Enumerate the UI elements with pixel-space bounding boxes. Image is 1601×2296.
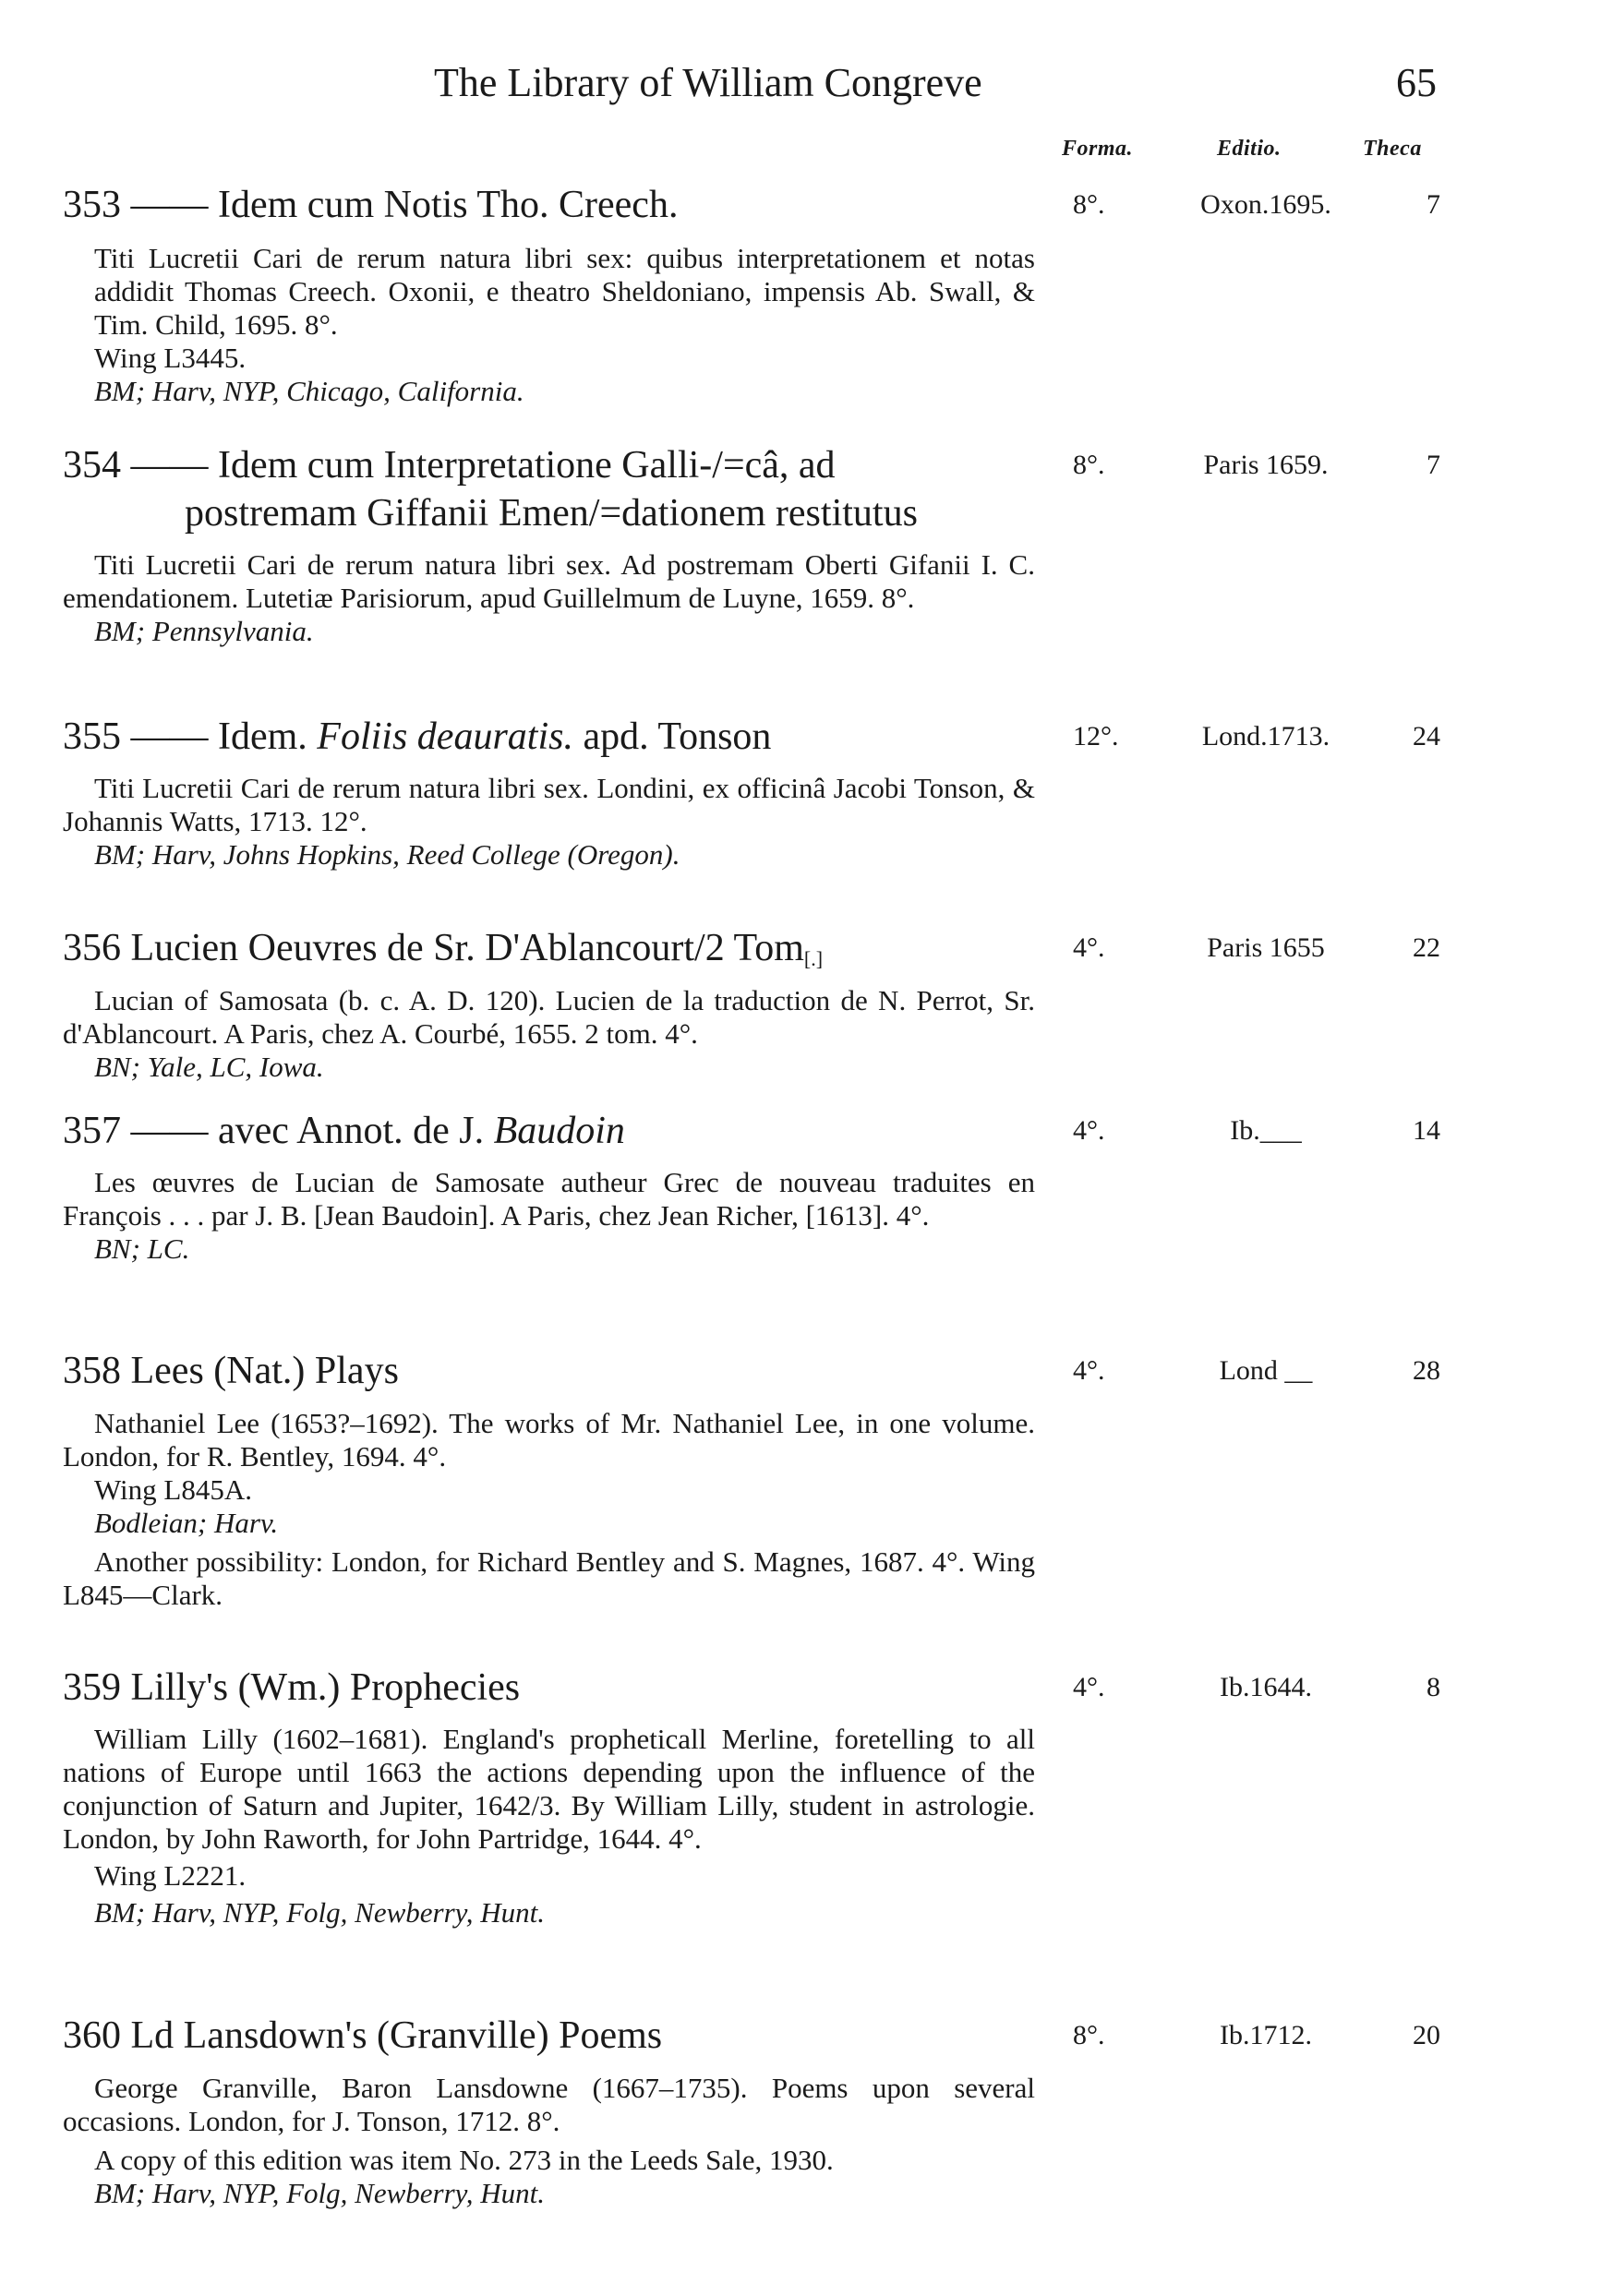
entry-heading: 355 —— Idem. Foliis deauratis. apd. Tonson	[63, 715, 772, 758]
forma-value: 8°.	[1073, 450, 1105, 480]
column-header-theca: Theca	[1363, 137, 1422, 161]
imprint-text: George Granville, Baron Lansdowne (1667–1735). Poems upon several occasions. London, for J. Tonson, 1712. 8°.	[63, 2072, 1035, 2137]
theca-value: 8	[1426, 1672, 1440, 1702]
theca-value: 7	[1426, 189, 1440, 220]
library-locations: BM; Harv, NYP, Chicago, California.	[94, 375, 524, 407]
library-locations: BM; Harv, NYP, Folg, Newberry, Hunt.	[94, 1896, 545, 1929]
entry-heading: 354 —— Idem cum Interpretatione Galli-/=câ, ad	[63, 444, 836, 487]
imprint-text: Titi Lucretii Cari de rerum natura libri sex: quibus interpretationem et notas addidit Thomas Creech. Oxonii, e theatro Sheldoniano, impensis Ab. Swall, & Tim. Child, 1695. 8°.	[94, 242, 1035, 341]
entry-heading: 358 Lees (Nat.) Plays	[63, 1350, 399, 1392]
forma-value: 4°.	[1073, 1115, 1105, 1146]
editio-value: Paris 1659.	[1203, 450, 1329, 480]
wing-reference: Wing L3445.	[94, 342, 247, 374]
theca-value: 28	[1413, 1355, 1440, 1386]
column-header-forma: Forma.	[1062, 137, 1134, 161]
entry-description	[63, 548, 1035, 648]
entry-description	[63, 1723, 1035, 1929]
theca-value: 7	[1426, 450, 1440, 480]
entry-heading: 360 Ld Lansdown's (Granville) Poems	[63, 2014, 663, 2057]
theca-value: 24	[1413, 721, 1440, 751]
forma-value: 8°.	[1073, 2020, 1105, 2050]
entry-description	[63, 242, 1035, 408]
imprint-text: Titi Lucretii Cari de rerum natura libri sex. Londini, ex officinâ Jacobi Tonson, & Johannis Watts, 1713. 12°.	[63, 772, 1035, 837]
entry-description	[63, 2072, 1035, 2210]
entry-heading: 356 Lucien Oeuvres de Sr. D'Ablancourt/2 Tom$_{[.]}$	[63, 927, 824, 970]
forma-value: 4°.	[1073, 1355, 1105, 1386]
library-locations: BM; Pennsylvania.	[94, 615, 314, 647]
editio-value: Lond.1713.	[1201, 721, 1330, 751]
entry-description	[63, 772, 1035, 872]
editio-value: Ib.___	[1230, 1115, 1302, 1146]
editio-value: Ib.1712.	[1220, 2020, 1312, 2050]
entry-description	[63, 1166, 1035, 1266]
theca-value: 20	[1413, 2020, 1440, 2050]
library-locations: Bodleian; Harv.	[94, 1507, 279, 1539]
entry-heading-continued: postremam Giffanii Emen/=dationem restitutus	[185, 492, 918, 535]
wing-reference: Wing L2221.	[94, 1859, 247, 1892]
entry-heading: 359 Lilly's (Wm.) Prophecies	[63, 1666, 521, 1709]
entry-note: A copy of this edition was item No. 273 in the Leeds Sale, 1930.	[94, 2144, 834, 2176]
column-header-editio: Editio.	[1217, 137, 1282, 161]
editio-value: Lond __	[1219, 1355, 1313, 1386]
library-locations: BN; Yale, LC, Iowa.	[94, 1051, 324, 1083]
editio-value: Paris 1655	[1207, 932, 1325, 963]
library-locations: BM; Harv, NYP, Folg, Newberry, Hunt.	[94, 2177, 545, 2209]
entry-heading: 353 —— Idem cum Notis Tho. Creech.	[63, 184, 679, 226]
entry-description	[63, 1407, 1035, 1612]
entry-heading: 357 —— avec Annot. de J. Baudoin	[63, 1110, 625, 1152]
forma-value: 4°.	[1073, 1672, 1105, 1702]
editio-value: Oxon.1695.	[1200, 189, 1331, 220]
theca-value: 22	[1413, 932, 1440, 963]
wing-reference: Wing L845A.	[94, 1473, 252, 1506]
editio-value: Ib.1644.	[1220, 1672, 1312, 1702]
imprint-text: Titi Lucretii Cari de rerum natura libri sex. Ad postremam Oberti Gifanii I. C. emendationem. Lutetiæ Parisiorum, apud Guillelmum de Luyne, 1659. 8°.	[63, 548, 1035, 614]
theca-value: 14	[1413, 1115, 1440, 1146]
entry-note: Another possibility: London, for Richard Bentley and S. Magnes, 1687. 4°. Wing L845—Clark.	[63, 1545, 1035, 1611]
imprint-text: William Lilly (1602–1681). England's propheticall Merline, foretelling to all nations of Europe until 1663 the actions depending upon the influence of the conjunction of Saturn and Jupiter, 1642/3. By William Lilly, student in astrologie. London, by John Raworth, for John Partridge, 1644. 4°.	[63, 1723, 1035, 1855]
library-locations: BM; Harv, Johns Hopkins, Reed College (Oregon).	[94, 838, 680, 871]
imprint-text: Les œuvres de Lucian de Samosate autheur Grec de nouveau traduites en François . . . par J. B. [Jean Baudoin]. A Paris, chez Jean Richer, [1613]. 4°.	[63, 1166, 1035, 1232]
forma-value: 4°.	[1073, 932, 1105, 963]
page-number: 65	[1396, 60, 1437, 105]
library-locations: BN; LC.	[94, 1232, 190, 1265]
entry-description	[63, 984, 1035, 1084]
imprint-text: Lucian of Samosata (b. c. A. D. 120). Lucien de la traduction de N. Perrot, Sr. d'Ablancourt. A Paris, chez A. Courbé, 1655. 2 tom. 4°.	[63, 984, 1035, 1050]
forma-value: 8°.	[1073, 189, 1105, 220]
forma-value: 12°.	[1073, 721, 1119, 751]
imprint-text: Nathaniel Lee (1653?–1692). The works of Mr. Nathaniel Lee, in one volume. London, for R. Bentley, 1694. 4°.	[63, 1407, 1035, 1473]
page-title: The Library of William Congreve	[434, 60, 982, 105]
